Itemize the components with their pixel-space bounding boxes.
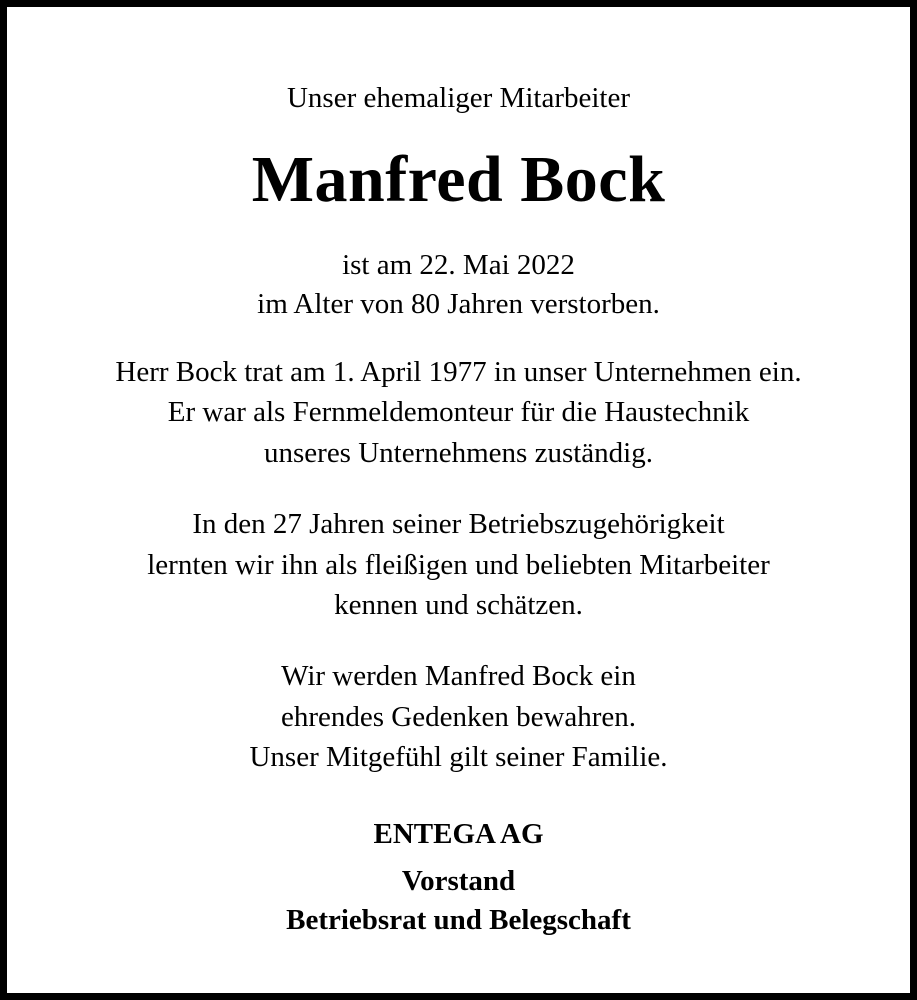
deceased-name: Manfred Bock [251,143,666,216]
career-line-2: Er war als Fernmeldemonteur für die Haustechnik [167,396,750,428]
age-line: im Alter von 80 Jahren verstorben. [257,288,660,320]
career-line-3: unseres Unternehmens zuständig. [264,437,653,469]
career-line-1: Herr Bock trat am 1. April 1977 in unser Unternehmen ein. [115,356,802,388]
tribute-line-3: kennen und schätzen. [334,589,583,621]
signature-staff: Betriebsrat und Belegschaft [286,904,631,936]
remembrance-line-2: ehrendes Gedenken bewahren. [280,701,637,733]
death-date-line: ist am 22. Mai 2022 [342,249,575,281]
intro-line: Unser ehemaliger Mitarbeiter [286,82,630,114]
tribute-line-2: lernten wir ihn als fleißigen und beliebten Mitarbeiter [147,549,770,581]
tribute-line-1: In den 27 Jahren seiner Betriebszugehörigkeit [192,508,725,540]
signature-company: ENTEGA AG [373,818,544,850]
remembrance-line-1: Wir werden Manfred Bock ein [281,660,636,692]
remembrance-line-3: Unser Mitgefühl gilt seiner Familie. [249,741,668,773]
signature-board: Vorstand [401,865,516,897]
